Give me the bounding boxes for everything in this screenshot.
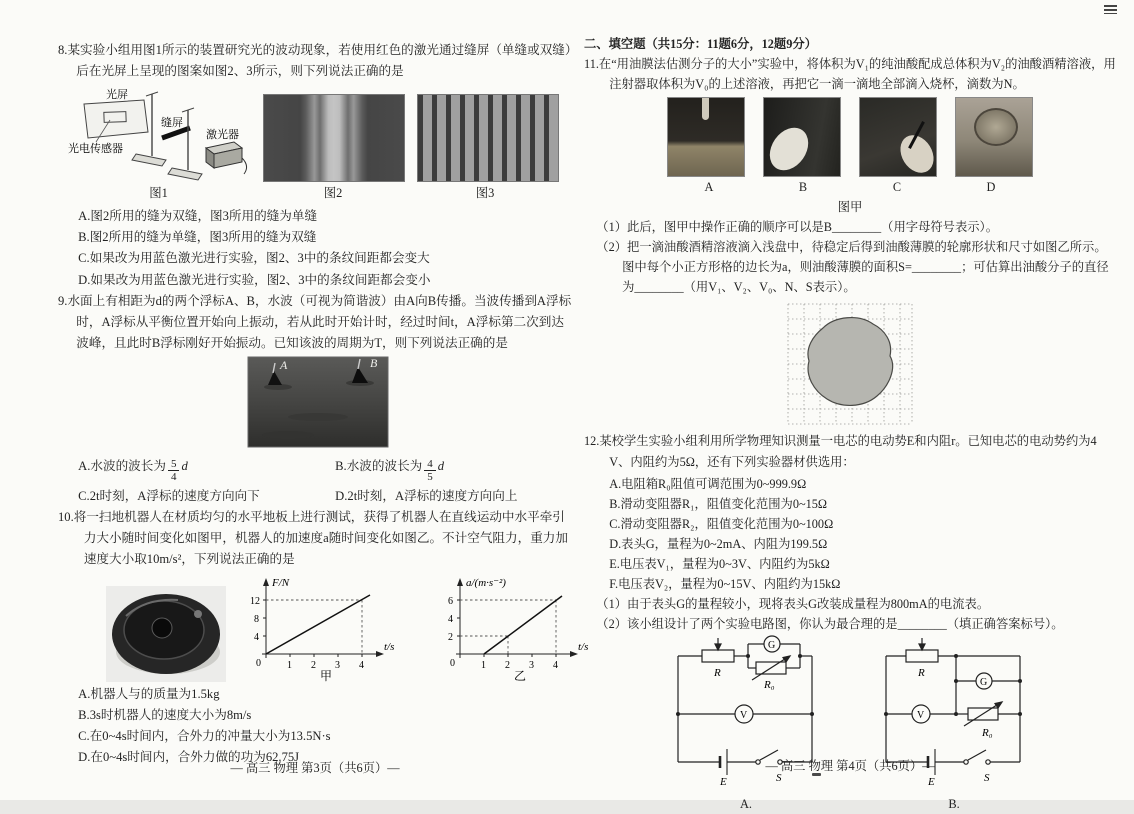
q12-item-a: A.电阻箱R₀阻值可调范围为0~999.9Ω xyxy=(609,476,807,491)
q9-option-a: A.水波的波长为 $\frac{5}{4}$ d xyxy=(78,457,188,484)
graph-jia-force-time xyxy=(236,574,416,682)
q12-part-2: （2）该小组设计了两个实验电路图，你认为最合理的是________（填正确答案标号）。 xyxy=(596,616,1064,631)
circuit-b-s-label: S xyxy=(984,771,990,784)
laser-label: 激光器 xyxy=(206,129,239,142)
circuit-a-r0-label: R₀ xyxy=(764,678,775,691)
circuit-a-v-label: V xyxy=(740,709,748,721)
q10-option-d: D.在0~4s时间内，合外力做的功为62.75J xyxy=(78,750,300,765)
scan-artifact-corner xyxy=(1104,5,1117,14)
q12-item-e: E.电压表V₁，量程为0~3V、内阻约为5kΩ xyxy=(609,556,830,571)
question-8-text: 8.某实验小组用图1所示的装置研究光的波动现象，若使用红色的激光通过缝屏（单缝或双缝）后在光屏上呈现的图案如图2、3所示，则下列说法正确的是 xyxy=(58,43,572,79)
q8-figure-row xyxy=(66,86,572,182)
q11-photo-d xyxy=(955,97,1033,177)
circuit-a xyxy=(664,636,828,814)
yi-xtick-1: 1 xyxy=(481,659,486,671)
jia-ytick-8: 8 xyxy=(254,613,259,625)
buoy-a-label: A xyxy=(280,358,288,373)
q12-circuit-row xyxy=(584,636,1116,814)
jia-xtick-4: 4 xyxy=(359,659,364,671)
yi-ytick-2: 2 xyxy=(448,631,453,643)
circuit-a-e-label: E xyxy=(720,775,727,788)
fig3-interference-pattern xyxy=(417,94,559,182)
photo-sensor-label: 光电传感器 xyxy=(68,143,123,156)
q8-option-b: B.图2所用的缝为单缝，图3所用的缝为双缝 xyxy=(78,230,317,245)
jia-xtick-2: 2 xyxy=(311,659,316,671)
fig1-caption: 图1 xyxy=(149,186,168,201)
yi-xtick-2: 2 xyxy=(505,659,510,671)
q12-item-c: C.滑动变阻器R₂，阻值变化范围为0~100Ω xyxy=(609,516,834,531)
circuit-a-s-label: S xyxy=(776,771,782,784)
question-11-text: 11.在“用油膜法估测分子的大小”实验中，将体积为V₁的纯油酸配成总体积为V₂的油酸酒精溶液，用注射器取体积为V₀的上述溶液，再把它一滴一滴地全部滴入烧杯，滴数为N。 xyxy=(584,57,1116,92)
page-4 xyxy=(584,0,1116,811)
oil-film-blob xyxy=(808,318,893,406)
jia-xtick-1: 1 xyxy=(287,659,292,671)
circuit-b-e-label: E xyxy=(928,775,935,788)
photo-label-a: A xyxy=(704,180,714,195)
photo-label-d: D xyxy=(986,180,996,195)
fig3-caption: 图3 xyxy=(475,186,495,201)
q10-option-a: A.机器人与的质量为1.5kg xyxy=(78,686,220,701)
jia-xtick-3: 3 xyxy=(335,659,340,671)
q10-figure-row xyxy=(106,574,589,683)
slit-screen-label: 缝屏 xyxy=(161,117,183,130)
q11-photo-row xyxy=(584,97,1116,177)
q11-photos-caption: 图甲 xyxy=(837,200,863,215)
jia-ylabel: F/N xyxy=(272,576,290,589)
circuit-b-caption: B. xyxy=(948,796,960,811)
circuit-b-g-label: G xyxy=(980,676,988,688)
section-2-header: 二、填空题（共15分：11题6分，12题9分） xyxy=(584,37,817,51)
yi-xtick-3: 3 xyxy=(529,659,534,671)
robot-vacuum-photo xyxy=(106,586,226,682)
jia-ytick-4: 4 xyxy=(254,631,259,643)
yi-xlabel: t/s xyxy=(578,640,589,653)
q11-photo-c xyxy=(859,97,937,177)
hand-shape xyxy=(762,121,816,178)
yi-xtick-4: 4 xyxy=(553,659,558,671)
circuit-b-r-label: R xyxy=(918,666,925,679)
yi-ytick-4: 4 xyxy=(448,613,453,625)
q11-photo-labels xyxy=(584,177,1116,197)
q8-option-a: A.图2所用的缝为双缝，图3所用的缝为单缝 xyxy=(78,209,318,224)
q12-item-f: F.电压表V₂，量程为0~15V、内阻约为15kΩ xyxy=(609,576,841,591)
yi-ytick-6: 6 xyxy=(448,595,453,607)
q9-options xyxy=(58,456,572,507)
question-10-text: 10.将一扫地机器人在材质均匀的水平地板上进行测试，获得了机器人在直线运动中水平牵引力大小随时间变化如图甲，机器人的加速度a随时间变化如图乙。不计空气阻力，重力加速度大小取10m/s²，下列说法正确的是 xyxy=(58,510,568,567)
page-4-footer: — 高三 物理 第4页（共6页）— xyxy=(765,759,935,773)
page-3 xyxy=(58,0,589,800)
q9-option-d: D.2t时刻，A浮标的速度方向向上 xyxy=(335,488,518,503)
fig1-apparatus-diagram xyxy=(66,86,251,182)
q9-option-b: B.水波的波长为 $\frac{4}{5}$ d xyxy=(335,457,445,484)
q10-option-b: B.3s时机器人的速度大小为8m/s xyxy=(78,707,252,722)
q11-part-1: （1）此后，图甲中操作正确的顺序可以是B________（用字母符号表示）。 xyxy=(596,220,998,235)
jia-caption: 甲 xyxy=(320,668,333,683)
jia-xlabel: t/s xyxy=(384,640,395,653)
question-12-text: 12.某校学生实验小组利用所学物理知识测量一电芯的电动势E和内阻r。已知电芯的电动势约为4 V、内阻约为5Ω，还有下列实验器材供选用： xyxy=(584,434,1097,469)
dropper-shape xyxy=(702,98,709,120)
q12-part-1: （1）由于表头G的量程较小，现将表头G改装成量程为800mA的电流表。 xyxy=(596,596,990,611)
photo-label-b: B xyxy=(798,180,808,195)
buoy-b-label: B xyxy=(370,356,378,371)
page-3-footer: — 高三 物理 第3页（共6页）— xyxy=(230,761,400,775)
q10-option-c: C.在0~4s时间内，合外力的冲量大小为13.5N·s xyxy=(78,728,331,743)
dish-shape xyxy=(974,108,1018,146)
graph-yi-acceleration-time xyxy=(426,574,610,682)
yi-caption: 乙 xyxy=(514,668,527,683)
circuit-a-g-label: G xyxy=(768,639,776,651)
q8-figure-captions xyxy=(66,183,572,204)
circuit-b-r0-label: R₀ xyxy=(982,726,993,739)
circuit-a-caption: A. xyxy=(739,796,753,811)
fig2-caption: 图2 xyxy=(323,186,343,201)
circuit-b xyxy=(872,636,1036,814)
circuit-a-r-label: R xyxy=(714,666,721,679)
q12-item-d: D.表头G，量程为0~2mA、内阻为199.5Ω xyxy=(609,536,828,551)
q12-item-b: B.滑动变阻器R₁，阻值变化范围为0~15Ω xyxy=(609,496,828,511)
jia-origin: 0 xyxy=(256,657,261,669)
q11-photo-a xyxy=(667,97,745,177)
fig2-interference-pattern xyxy=(263,94,405,182)
circuit-b-v-label: V xyxy=(917,709,925,721)
q8-option-d: D.如果改为用蓝色激光进行实验，图2、3中的条纹间距都会变小 xyxy=(78,272,431,287)
q8-option-c: C.如果改为用蓝色激光进行实验，图2、3中的条纹间距都会变大 xyxy=(78,251,430,266)
q11-part-2: （2）把一滴油酸酒精溶液滴入浅盘中，待稳定后得到油酸薄膜的轮廓形状和尺寸如图乙所示。图中每个小正方形格的边长为a，则油酸薄膜的面积S=________；可估算出油酸分子的直径为________（用V₁、V₂、V₀、N、S表示）。 xyxy=(596,240,1109,295)
yi-origin: 0 xyxy=(450,657,455,669)
question-9-text: 9.水面上有相距为d的两个浮标A、B，水波（可视为简谐波）由A向B传播。当波传播到A浮标时，A浮标从平衡位置开始向上振动，若从此时开始计时，经过时间t，A浮标第二次到达波峰，且此时B浮标刚好开始振动。已知该波的周期为T，则下列说法正确的是 xyxy=(58,293,572,351)
oil-film-grid-figure xyxy=(783,300,917,428)
q11-photo-b xyxy=(763,97,841,177)
q9-water-photo xyxy=(248,357,572,454)
yi-ylabel: a/(m·s⁻²) xyxy=(466,576,506,589)
jia-ytick-12: 12 xyxy=(250,595,260,607)
light-screen-label: 光屏 xyxy=(106,89,128,102)
q9-option-c: C.2t时刻，A浮标的速度方向向下 xyxy=(78,488,260,503)
scan-artifact-mark xyxy=(812,773,821,776)
photo-label-c: C xyxy=(892,180,902,195)
